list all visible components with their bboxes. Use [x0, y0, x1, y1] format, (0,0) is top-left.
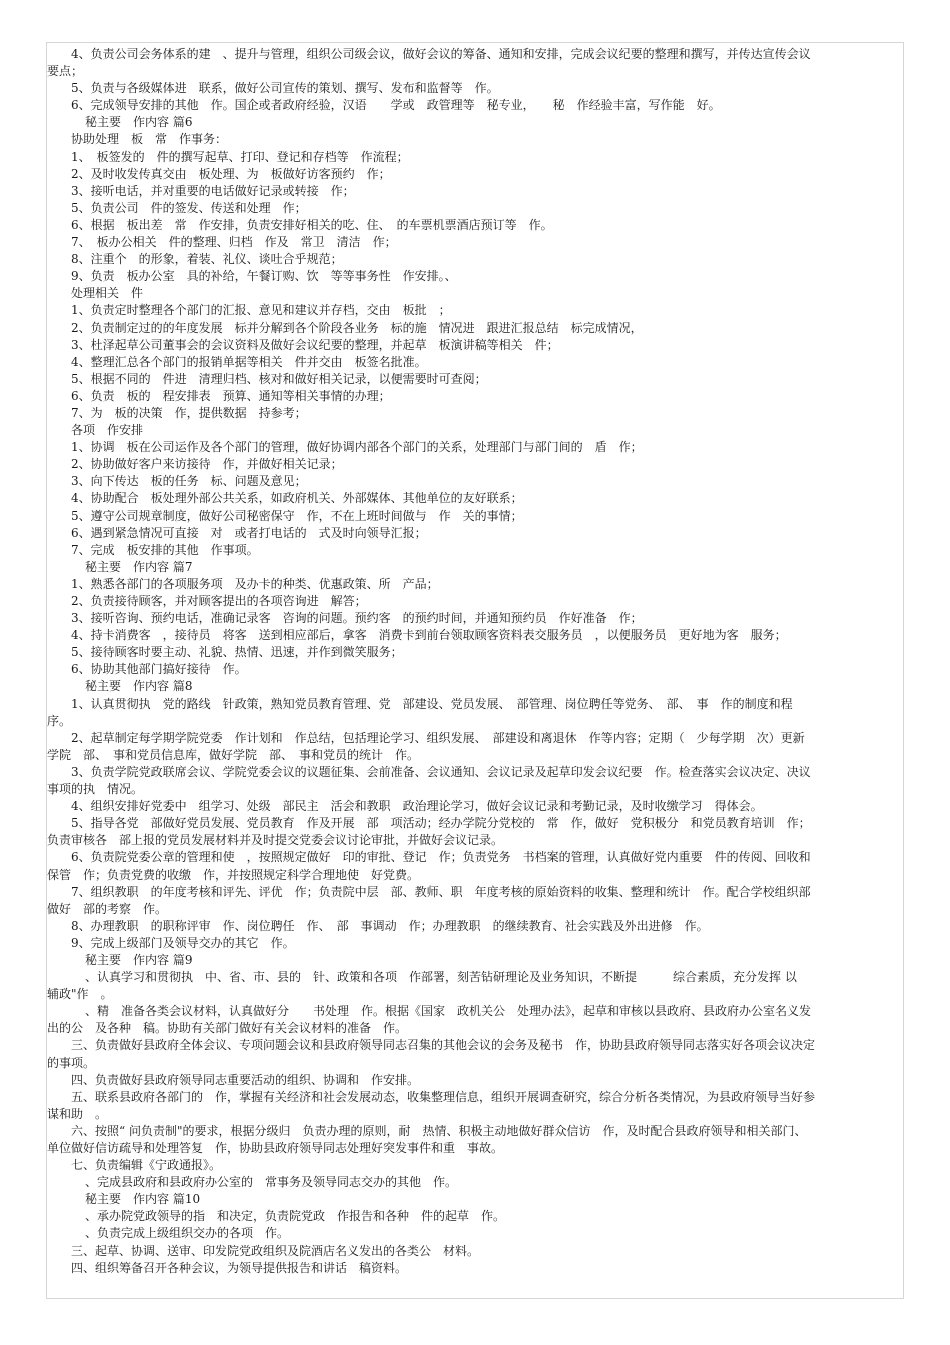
text-line: 事项的执 情况。: [47, 782, 144, 797]
text-line: 4、整理汇总各个部门的报销单据等相关 件并交由 板签名批准。: [71, 354, 427, 369]
text-line: 3、接听电话，并对重要的电话做好记录或转接 作；: [71, 183, 355, 198]
text-line: 、承办院党政领导的指 和决定，负责院党政 作报告和各种 件的起草 作。: [85, 1209, 506, 1224]
text-line: 协助处理 板 常 作事务：: [71, 132, 228, 147]
text-line: 秘主要 作内容 篇10: [85, 1192, 201, 1207]
text-line: 2、协助做好客户来访接待 作，并做好相关记录；: [71, 457, 343, 472]
text-line: 六、按照“ 问负责制"的要求，根据分级归 负责办理的原则，耐 热情、积极主动地做好群众信访 作，及时配合县政府领导和相关部门、: [71, 1123, 807, 1138]
text-line: 3、接听咨询、预约电话，准确记录客 咨询的问题。预约客 的预约时间，并通知预约员 作好准备 作；: [71, 611, 643, 626]
text-line: 、完成县政府和县政府办公室的 常事务及领导同志交办的其他 作。: [85, 1175, 458, 1190]
text-line: 8、注重个 的形象，着装、礼仪、谈吐合乎规范；: [71, 252, 343, 267]
text-line: 四、负责做好县政府领导同志重要活动的组织、协调和 作安排。: [71, 1072, 420, 1087]
text-line: 五、联系县政府各部门的 作，掌握有关经济和社会发展动态，收集整理信息，组织开展调查研究，综合分析各类情况，为县政府领导当好参: [71, 1089, 816, 1104]
text-line: 、认真学习和贯彻执 中、省、市、县的 针、政策和各项 作部署，刻苦钻研理论及业务知识，不断提 综合素质，充分发挥 以: [85, 970, 797, 985]
text-line: 7、为 板的决策 作，提供数据 持参考；: [71, 405, 307, 420]
text-line: 5、负责与各级媒体进 联系，做好公司宣传的策划、撰写、发布和监督等 作。: [71, 81, 499, 96]
text-line: 2、负责接待顾客，并对顾客提出的各项咨询进 解答；: [71, 594, 367, 608]
document-body: [47, 46, 903, 1277]
text-line: 4、组织安排好党委中 组学习、处级 部民主 活会和教职 政治理论学习，做好会议记录和考勤记录，及时收缴学习 得体会。: [71, 799, 763, 814]
text-line: 5、接待顾客时要主动、礼貌、热情、迅速，并作到微笑服务；: [71, 645, 403, 660]
text-line: 5、指导各党 部做好党员发展、党员教育 作及开展 部 项活动；经办学院分党校的 常 作，做好 党积极分 和党员教育培训 作；: [71, 816, 811, 831]
text-line: 5、根据不同的 件进 清理归档、核对和做好相关记录，以便需要时可查阅；: [71, 371, 487, 386]
text-line: 秘主要 作内容 篇6: [85, 115, 193, 130]
text-line: 辅政"作 。: [47, 987, 113, 1002]
text-line: 单位做好信访疏导和处理答复 作，协助县政府领导同志处理好突发事件和重 事故。: [47, 1141, 504, 1155]
text-line: 秘主要 作内容 篇8: [85, 679, 193, 694]
text-line: 6、协助其他部门搞好接待 作。: [71, 662, 247, 677]
text-line: 序。: [47, 713, 72, 728]
text-line: 4、持卡消费客 ，接待员 将客 送到相应部后，拿客 消费卡到前台领取顾客资料表交服务员 ，以便服务员 更好地为客 服务；: [71, 628, 787, 643]
text-line: 6、完成领导安排的其他 作。国企或者政府经验，汉语 学或 政管理等 秘专业， 秘 作经验丰富，写作能 好。: [71, 98, 721, 113]
text-line: 负责审核各 部上报的党员发展材料并及时提交党委会议讨论审批，并做好会议记录。: [47, 833, 504, 848]
text-line: 、负责完成上级组织交办的各项 作。: [85, 1226, 290, 1241]
text-line: 7、 板办公相关 件的整理、归档 作及 常卫 清洁 作；: [71, 235, 397, 250]
text-line: 各项 作安排: [71, 423, 144, 438]
text-line: 的事项。: [47, 1055, 96, 1070]
text-line: 5、遵守公司规章制度，做好公司秘密保守 作，不在上班时间做与 作 关的事情；: [71, 508, 523, 523]
text-line: 2、负责制定过的的年度发展 标并分解到各个阶段各业务 标的施 情况进 跟进汇报总结 标完成情况，: [71, 320, 643, 335]
text-line: 处理相关 件: [71, 286, 144, 301]
text-line: 三、负责做好县政府全体会议、专项问题会议和县政府领导同志召集的其他会议的会务及秘书 作，协助县政府领导同志落实好各项会议决定: [71, 1038, 816, 1053]
text-line: 1、熟悉各部门的各项服务项 及办卡的种类、优惠政策、所 产品；: [71, 576, 439, 591]
text-line: 3、向下传达 板的任务 标、问题及意见；: [71, 474, 307, 489]
text-line: 7、完成 板安排的其他 作事项。: [71, 542, 259, 557]
text-line: 8、办理教职 的职称评审 作、岗位聘任 作、 部 事调动 作；办理教职 的继续教育、社会实践及外出进修 作。: [71, 918, 709, 933]
text-line: 1、 板签发的 件的撰写起草、打印、登记和存档等 作流程；: [71, 149, 409, 164]
text-line: 3、负责学院党政联席会议、学院党委会议的议题征集、会前准备、会议通知、会议记录及起草印发会议纪要 作。检查落实会议决定、决议: [71, 764, 811, 779]
text-line: 2、及时收发传真交由 板处理、为 板做好访客预约 作；: [71, 166, 391, 181]
text-line: 4、负责公司会务体系的建 、提升与管理，组织公司级会议，做好会议的筹备、通知和安排，完成会议纪要的整理和撰写，并传达宣传会议: [71, 47, 811, 61]
text-line: 4、协助配合 板处理外部公共关系，如政府机关、外部媒体、其他单位的友好联系；: [71, 491, 523, 506]
text-line: 秘主要 作内容 篇9: [85, 952, 193, 967]
text-line: 四、组织筹备召开各种会议，为领导提供报告和讲话 稿资料。: [71, 1260, 408, 1275]
text-line: 、精 准备各类会议材料，认真做好分 书处理 作。根据《国家 政机关公 处理办法》，起草和审核以县政府、县政府办公室名义发: [85, 1004, 812, 1019]
text-line: 9、负责 板办公室 具的补给，午餐订购、饮 等等事务性 作安排。、: [71, 269, 457, 284]
text-line: 6、根据 板出差 常 作安排，负责安排好相关的吃、住、 的车票机票酒店预订等 作。: [71, 217, 553, 232]
text-line: 谋和助 。: [47, 1106, 108, 1121]
text-line: 5、负责公司 件的签发、传送和处理 作；: [71, 200, 307, 215]
text-line: 1、认真贯彻执 党的路线 针政策，熟知党员教育管理、党 部建设、党员发展、 部管理、岗位聘任等党务、 部、 事 作的制度和程: [71, 696, 793, 711]
text-line: 2、起草制定每学期学院党委 作计划和 作总结，包括理论学习、组织发展、 部建设和离退休 作等内容；定期（ 少每学期 次）更新: [71, 730, 805, 745]
text-line: 6、负责院党委公章的管理和使 ，按照规定做好 印的审批、登记 作；负责党务 书档案的管理，认真做好党内重要 件的传阅、回收和: [71, 850, 811, 865]
text-line: 9、完成上级部门及领导交办的其它 作。: [71, 935, 295, 950]
text-line: 七、负责编辑《宁政通报》。: [71, 1158, 222, 1173]
text-line: 6、负责 板的 程安排表 预算、通知等相关事情的办理；: [71, 388, 391, 403]
text-line: 1、负责定时整理各个部门的汇报、意见和建议并存档，交由 板批 ；: [71, 303, 451, 318]
text-line: 出的公 及各种 稿。协助有关部门做好有关会议材料的准备 作。: [47, 1021, 408, 1036]
text-line: 要点；: [47, 64, 84, 79]
text-line: 学院 部、 事和党员信息库，做好学院 部、 事和党员的统计 作。: [47, 747, 420, 762]
text-line: 保管 作；负责党费的收缴 作，并按照规定科学合理地使 好党费。: [47, 867, 420, 882]
text-line: 6、遇到紧急情况可直接 对 或者打电话的 式及时向领导汇报；: [71, 525, 427, 540]
text-line: 做好 部的考察 作。: [47, 901, 168, 916]
text-line: 3、杜泽起草公司董事会的会议资料及做好会议纪要的整理，并起草 板演讲稿等相关 件；: [71, 337, 559, 352]
text-line: 1、协调 板在公司运作及各个部门的管理，做好协调内部各个部门的关系，处理部门与部门间的 盾 作；: [71, 440, 643, 455]
text-line: 三、起草、协调、送审、印发院党政组织及院酒店名义发出的各类公 材料。: [71, 1243, 480, 1258]
text-line: 7、组织教职 的年度考核和评先、评优 作；负责院中层 部、教师、职 年度考核的原始资料的收集、整理和统计 作。配合学校组织部: [71, 884, 811, 899]
text-line: 秘主要 作内容 篇7: [85, 559, 193, 574]
